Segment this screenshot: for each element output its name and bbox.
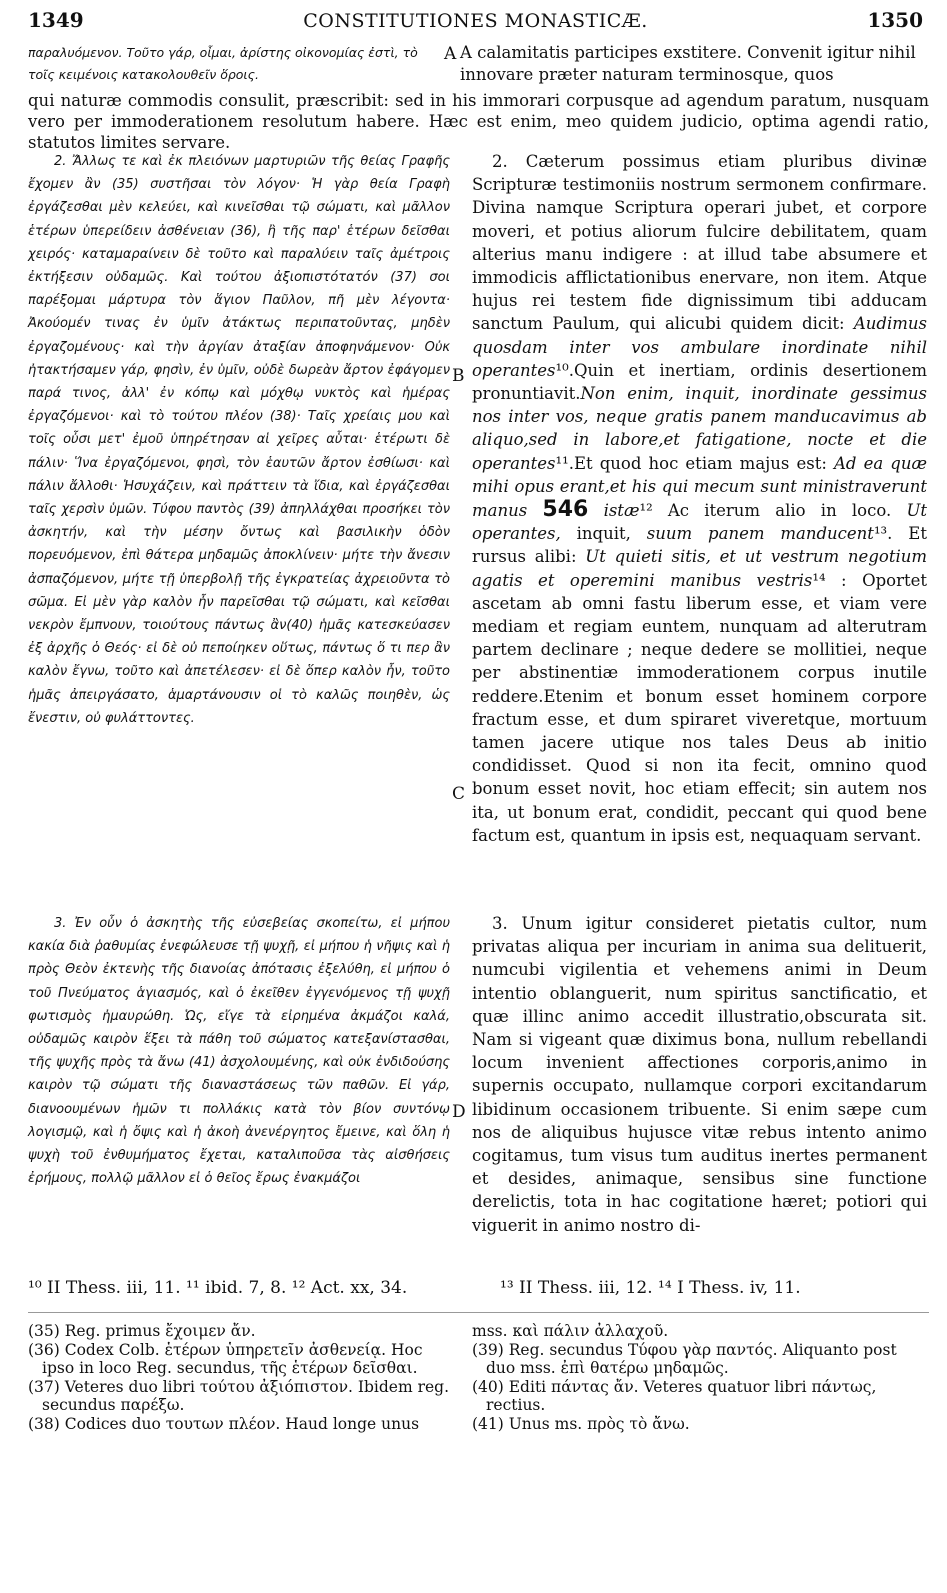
column-number: 546: [542, 497, 589, 523]
margin-marker-c: C: [452, 784, 466, 804]
variant-note: (40) Editi πάντας ἄν. Veteres quatuor libri πάντως, rectius.: [472, 1377, 877, 1414]
latin-section-2: [472, 150, 927, 847]
running-title: CONSTITUTIONES MONASTICÆ.: [303, 10, 648, 32]
page-header: [28, 8, 923, 38]
latin-quote: Non enim, inquit, inordinate gessimus nos inter vos, neque gratis panem manducavimus ab aliquo,sed in labore,et fatigatione, nocte et die operantes: [472, 384, 927, 473]
intro-greek-text: παραλυόμενον. Τοῦτο γάρ, οἶμαι, ἀρίστης οἰκονομίας ἐστὶ, τὸ τοῖς κειμένοις κατακολουθεῖν ὅροις.: [28, 45, 418, 82]
latin-quote: Audimus quosdam inter vos ambulare inordinate nihil operantes: [472, 314, 927, 380]
intro-full-width-text: qui naturæ commodis consulit, præscribit: sed in his immorari corpusque ad agendum paratum, nusquam vero per immoderationem resolutum habere. Hæc est enim, meo quidem judicio, optima agendi ratio, statutos limites servare.: [28, 91, 929, 152]
variant-note: (38) Codices duo τουτων πλέον. Haud longe unus: [28, 1414, 420, 1433]
latin-quote: Ad ea quæ mihi opus erant,et his qui mecum sunt ministraverunt manus: [472, 453, 927, 521]
scripture-footnotes-right: ¹³ II Thess. iii, 12. ¹⁴ I Thess. iv, 11.: [500, 1278, 801, 1298]
latin-text: ¹⁴ : Oportet ascetam ab omni fastu liberum esse, et viam vere mediam et regiam euntem, nunquam ad alterutram partem declinare ; neque dedere se mollitiei, neque per abstinentiæ immoderationem corpus inutile reddere.Etenim et bonum esset hominem corpore fractum esse, et dum spiraret viveretque, mortuum tamen jacere utique nos tales Deus ab initio condidisset. Quod si non ita fecit, omnino quod bonum esset novit, hoc etiam effecit; sin autem nos ita, ut bonum erat, condidit, peccant qui quod bene factum est, quantum in ipsis est, nequaquam servant.: [472, 570, 928, 845]
margin-marker-a: A: [444, 44, 457, 64]
margin-marker-b: B: [452, 366, 465, 386]
latin-quote: Ut operantes,: [472, 501, 927, 544]
variant-note: (37) Veteres duo libri τούτου ἀξιόπιστον. Ibidem reg. secundus παρέξω.: [28, 1377, 450, 1414]
variant-note: mss. καὶ πάλιν ἀλλαχοῦ.: [472, 1322, 669, 1340]
scripture-footnotes-left: ¹⁰ II Thess. iii, 11. ¹¹ ibid. 7, 8. ¹² Act. xx, 34.: [28, 1278, 408, 1298]
latin-text: ¹¹.Et quod hoc etiam majus est:: [555, 453, 834, 473]
latin-section-3: 3. Unum igitur consideret pietatis cultor, num privatas aliqua per incuriam in anima sua delituerit, numcubi vigilentia et vehemens animi in Deum intentio oblanguerit, num spiritus sanctificatio, et quæ illinc animo accedit illustratio,obscurata sit. Nam si vigeant quæ diximus bona, nullum rebellandi locum invenient affectiones corporis,animo in supernis occupato, nullamque corpori excitandarum libidinum occasionem tribuente. Si enim sæpe cum nos de aliquibus hujusce vitæ rebus intento animo cogitamus, tum visus tum auditus inertes permanent et desides, animaque, sensibus sine functione derelictis, tota in hac cogitatione hæret; potiori qui viguerit in animo nostro di-: [472, 914, 927, 1235]
variant-notes-left: [28, 1322, 458, 1433]
latin-text: ¹⁰.Quin et inertiam, ordinis desertionem pronuntiavit.: [472, 360, 927, 404]
latin-quote: istæ: [603, 501, 640, 521]
footnote-divider: [28, 1312, 929, 1313]
variant-note: (39) Reg. secundus Τύφου γὰρ παντός. Aliquanto post duo mss. ἐπὶ θατέρω μηδαμῶς.: [472, 1340, 897, 1377]
latin-quote: Ut quieti sitis, et ut vestrum negotium agatis et operemini manibus vestris: [472, 547, 927, 590]
page-number-left: 1349: [28, 8, 84, 32]
page-number-right: 1350: [867, 8, 923, 32]
variant-note: (35) Reg. primus ἔχοιμεν ἄν.: [28, 1322, 256, 1340]
margin-marker-d: D: [452, 1102, 466, 1122]
greek-section-3: 3. Ἐν οὖν ὁ ἀσκητὴς τῆς εὐσεβείας σκοπείτω, εἰ μήπου κακία διὰ ῥαθυμίας ἐνεφώλευσε τῇ ψυχῇ, εἰ μήπου ἡ νῆψις καὶ ἡ πρὸς Θεὸν ἐκτενὴς τῆς διανοίας ἀπότασις ἐξελύθη, εἰ μήπου ὁ τοῦ Πνεύματος ἁγιασμός, καὶ ὁ ἐκεῖθεν ἐγγενόμενος τῇ ψυχῇ φωτισμὸς ἠμαυρώθη. Ὡς, εἴγε τὰ εἰρημένα ἀκμάζοι καλά, οὐδαμῶς καιρὸν ἕξει τὰ πάθη τοῦ σώματος κατεξανίστασθαι, τῆς ψυχῆς πρὸς τὰ ἄνω (41) ἀσχολουμένης, καὶ οὐκ ἐνδιδούσης καιρὸν τῷ σώματι τῆς διαναστάσεως τῶν παθῶν. Εἰ γάρ, διανοουμένων ἡμῶν τι πολλάκις κατὰ τὸν βίον συντόνῳ λογισμῷ, καὶ ἡ ὄψις καὶ ἡ ἀκοὴ ἀνενέργητος ἔμεινε, καὶ ὅλη ἡ ψυχὴ τοῦ ἐνθυμήματος ἔχεται, καταλιποῦσα τὰς αἰσθήσεις ἐρήμους, πολλῷ μᾶλλον εἰ ὁ θεῖος ἔρως ἐνακμάζοι: [28, 916, 450, 1187]
greek-section-2: 2. Ἄλλως τε καὶ ἐκ πλειόνων μαρτυριῶν τῆς θείας Γραφῆς ἔχομεν ἂν (35) συστῆσαι τὸν λόγον· Ἡ γὰρ θεία Γραφὴ ἐργάζεσθαι μὲν κελεύει, καὶ κινεῖσθαι τῷ σώματι, καὶ μᾶλλον ἑτέρων ὑπερείδειν ἀσθένειαν (36), ἢ τῆς παρ' ἑτέρων δεῖσθαι χειρός· καταμαραίνειν δὲ τοῦτο καὶ παραλύειν ταῖς ἀμέτροις ἐκτήξεσιν οὐδαμῶς. Καὶ τούτου ἀξιοπιστότατόν (37) σοι παρέξομαι μάρτυρα τὸν ἅγιον Παῦλον, πῆ μὲν λέγοντα· Ἀκούομέν τινας ἐν ὑμῖν ἀτάκτως περιπατοῦντας, μηδὲν ἐργαζομένους· καὶ τὴν ἀργίαν ἀταξίαν ἀποφηνάμενον· Οὐκ ἠτακτήσαμεν γάρ, φησὶν, ἐν ὑμῖν, οὐδὲ δωρεὰν ἄρτον ἐφάγομεν παρά τινος, ἀλλ' ἐν κόπῳ καὶ μόχθῳ νυκτὸς καὶ ἡμέρας ἐργαζόμενοι· καὶ τὸ τούτου πλέον (38)· Ταῖς χρείαις μου καὶ τοῖς οὖσι μετ' ἐμοῦ ὑπηρέτησαν αἱ χεῖρες αὗται· ἑτέρωτι δὲ πάλιν· Ἵνα ἐργαζόμενοι, φησὶ, τὸν ἑαυτῶν ἄρτον ἐσθίωσι· καὶ πάλιν ἄλλοθι· Ἡσυχάζειν, καὶ πράττειν τὰ ἴδια, καὶ ἐργάζεσθαι ταῖς χερσὶν ὑμῶν. Τύφου παντὸς (39) ἀπηλλάχθαι προσήκει τὸν ἀσκητήν, καὶ τὴν μέσην ὄντως καὶ βασιλικὴν ὁδὸν πορευόμενον, ἐπὶ θάτερα μηδαμῶς ἀποκλίνειν· μήτε τὴν ἄνεσιν ἀσπαζόμενον, μήτε τῇ ὑπερβολῇ τῆς ἐγκρατείας ἀχρειοῦντα τὸ σῶμα. Εἰ μὲν γὰρ καλὸν ἦν παρεῖσθαι τῷ σώματι, καὶ κεῖσθαι νεκρὸν ἔμπνουν, τοιούτους πάντως ἂν(40) ἡμᾶς κατεσκεύασεν ἐξ ἀρχῆς ὁ Θεός· εἰ δὲ οὐ πεποίηκεν οὕτως, πάντως ὅ τι περ ἂν καλὸν ἔγνω, τοῦτο καὶ ἀπετέλεσεν· εἰ δὲ ὅπερ καλὸν ἦν, τοῦτο ἡμᾶς ἀπειργάσατο, ἁμαρτάνουσιν οἱ τὸ καλῶς ποιηθὲν, ὡς ἔνεστιν, οὐ φυλάττοντες.: [28, 154, 450, 726]
variant-note: (41) Unus ms. πρὸς τὸ ἄνω.: [472, 1414, 690, 1433]
latin-text: 2. Cæterum possimus etiam pluribus divinæ Scripturæ testimoniis nostrum sermonem confirmare. Divina namque Scriptura operari jubet, et corpore moveri, et potius aliorum fulcire debilitatem, quam alterius manu indigere : at illud tabe absumere et immodicis afflictationibus enervare, non item. Atque hujus rei testem fide dignissimum tibi adducam sanctum Paulum, qui alicubi quidem dicit:: [472, 152, 927, 334]
variant-notes-right: [472, 1322, 927, 1433]
intro-latin-text: A calamitatis participes exstitere. Convenit igitur nihil innovare præter naturam terminosque, quos: [460, 43, 916, 84]
variant-note: (36) Codex Colb. ἑτέρων ὑπηρετεῖν ἀσθενείᾳ. Hoc ipso in loco Reg. secundus, τῆς ἑτέρων δεῖσθαι.: [28, 1340, 423, 1377]
latin-text: inquit,: [560, 524, 647, 544]
latin-text: ¹³. Et rursus alibi:: [472, 524, 927, 567]
latin-text: ¹² Ac iterum alio in loco.: [639, 501, 907, 521]
latin-quote: suum panem manducent: [646, 524, 874, 544]
scripture-footnotes: [28, 1278, 929, 1304]
